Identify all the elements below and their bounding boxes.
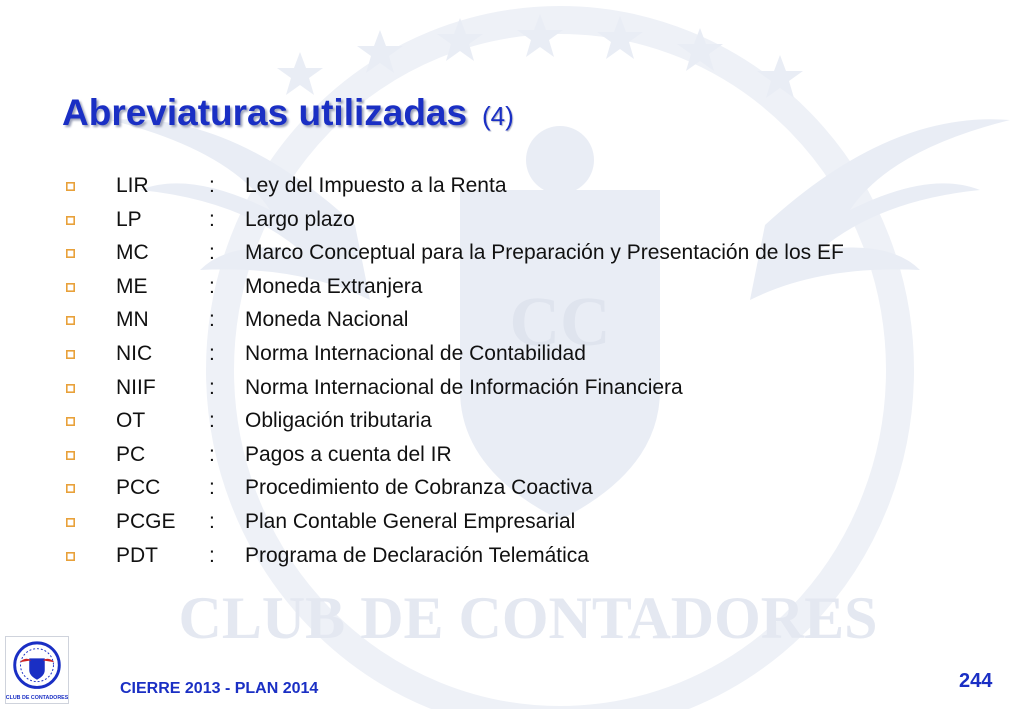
abbreviation-list — [66, 172, 891, 575]
abbreviation-item — [66, 206, 891, 234]
abbreviation-definition: Plan Contable General Empresarial — [245, 509, 576, 533]
abbreviation-definition: Obligación tributaria — [245, 409, 432, 433]
square-bullet-icon — [66, 350, 75, 359]
club-de-contadores-logo-icon — [5, 636, 69, 704]
slide-title — [62, 92, 514, 134]
abbreviation-code: NIIF — [116, 375, 156, 399]
abbreviation-definition: Largo plazo — [245, 207, 355, 231]
abbreviation-definition: Norma Internacional de Contabilidad — [245, 341, 586, 365]
abbreviation-definition: Marco Conceptual para la Preparación y Presentación de los EF — [245, 241, 844, 265]
abbreviation-code: MN — [116, 308, 149, 332]
abbreviation-item — [66, 306, 891, 334]
footer-label: CIERRE 2013 - PLAN 2014 — [120, 680, 319, 697]
abbreviation-code: MC — [116, 241, 149, 265]
abbreviation-item — [66, 340, 891, 368]
square-bullet-icon — [66, 249, 75, 258]
abbreviation-item — [66, 474, 891, 502]
square-bullet-icon — [66, 316, 75, 325]
abbreviation-separator: : — [209, 174, 215, 197]
abbreviation-code: LP — [116, 207, 142, 231]
abbreviation-separator: : — [209, 375, 215, 399]
abbreviation-separator: : — [209, 442, 215, 466]
abbreviation-separator: : — [209, 241, 215, 265]
abbreviation-code: ME — [116, 274, 148, 298]
svg-text:CC: CC — [509, 284, 611, 361]
abbreviation-separator: : — [209, 207, 215, 231]
square-bullet-icon — [66, 182, 75, 191]
abbreviation-item — [66, 542, 891, 570]
abbreviation-definition: Procedimiento de Cobranza Coactiva — [245, 476, 593, 500]
slide-title-main: Abreviaturas utilizadas — [62, 92, 468, 133]
square-bullet-icon — [66, 518, 75, 527]
abbreviation-separator: : — [209, 274, 215, 298]
abbreviation-definition: Programa de Declaración Telemática — [245, 543, 589, 567]
abbreviation-item — [66, 374, 891, 402]
abbreviation-code: PDT — [116, 543, 158, 567]
abbreviation-item — [66, 508, 891, 536]
abbreviation-separator: : — [209, 543, 215, 567]
abbreviation-item — [66, 172, 891, 200]
abbreviation-item — [66, 239, 891, 267]
abbreviation-code: PCGE — [116, 509, 176, 533]
abbreviation-code: PC — [116, 442, 146, 466]
abbreviation-definition: Ley del Impuesto a la Renta — [245, 174, 507, 197]
square-bullet-icon — [66, 216, 75, 225]
abbreviation-definition: Pagos a cuenta del IR — [245, 442, 452, 466]
abbreviation-separator: : — [209, 409, 215, 433]
square-bullet-icon — [66, 484, 75, 493]
abbreviation-definition: Moneda Nacional — [245, 308, 409, 332]
abbreviation-code: PCC — [116, 476, 161, 500]
abbreviation-definition: Norma Internacional de Información Financiera — [245, 375, 683, 399]
square-bullet-icon — [66, 384, 75, 393]
square-bullet-icon — [66, 552, 75, 561]
abbreviation-code: NIC — [116, 341, 153, 365]
svg-text:CLUB DE CONTADORES: CLUB DE CONTADORES — [5, 695, 69, 702]
abbreviation-item — [66, 273, 891, 301]
square-bullet-icon — [66, 417, 75, 426]
abbreviation-item — [66, 407, 891, 435]
abbreviation-code: LIR — [116, 174, 149, 197]
square-bullet-icon — [66, 283, 75, 292]
abbreviation-separator: : — [209, 476, 215, 500]
abbreviation-code: OT — [116, 409, 146, 433]
abbreviation-definition: Moneda Extranjera — [245, 274, 423, 298]
slide-title-suffix: (4) — [481, 101, 514, 131]
abbreviation-separator: : — [209, 308, 215, 332]
abbreviation-item — [66, 441, 891, 469]
abbreviation-separator: : — [209, 341, 215, 365]
page-number: 244 — [959, 670, 993, 692]
svg-text:CLUB DE CONTADORES: CLUB DE CONTADORES — [178, 585, 878, 651]
square-bullet-icon — [66, 451, 75, 460]
abbreviation-separator: : — [209, 509, 215, 533]
